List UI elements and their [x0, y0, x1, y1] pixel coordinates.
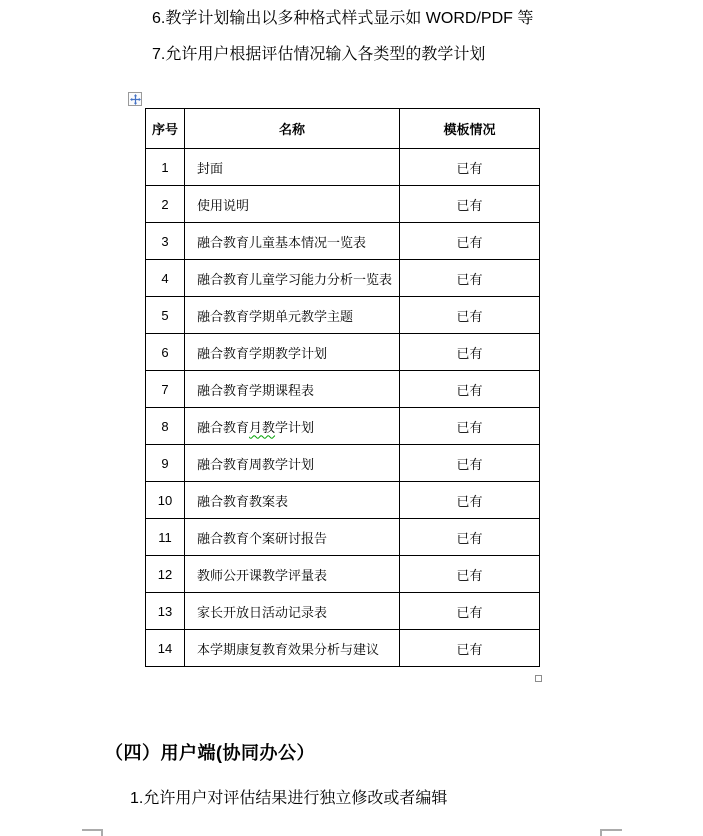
table-row — [146, 519, 540, 556]
table-row — [146, 482, 540, 519]
table-row — [146, 630, 540, 667]
table-row — [146, 556, 540, 593]
table-row — [146, 371, 540, 408]
row-status-cell[interactable]: 已有 — [400, 186, 540, 223]
header-cell-name[interactable]: 名称 — [185, 109, 400, 149]
text-boundary-mark-left — [82, 829, 103, 836]
paragraph-item-1[interactable]: 1.允许用户对评估结果进行独立修改或者编辑 — [130, 790, 448, 807]
table-header-row — [146, 109, 540, 149]
row-name-cell[interactable]: 教师公开课教学评量表 — [185, 556, 400, 593]
move-cross-icon — [130, 94, 141, 105]
table-row — [146, 186, 540, 223]
row-name-cell[interactable]: 融合教育个案研讨报告 — [185, 519, 400, 556]
row-name-cell[interactable]: 使用说明 — [185, 186, 400, 223]
row-number-cell[interactable]: 14 — [146, 630, 185, 667]
row-name-cell[interactable]: 融合教育儿童基本情况一览表 — [185, 223, 400, 260]
section-heading-4[interactable]: （四）用户端(协同办公） — [105, 743, 315, 763]
row-name-cell[interactable]: 融合教育学期单元教学主题 — [185, 297, 400, 334]
row-number-cell[interactable]: 2 — [146, 186, 185, 223]
row-name-cell[interactable]: 融合教育学期课程表 — [185, 371, 400, 408]
row-status-cell[interactable]: 已有 — [400, 223, 540, 260]
row-name-cell[interactable]: 本学期康复教育效果分析与建议 — [185, 630, 400, 667]
row-status-cell[interactable]: 已有 — [400, 630, 540, 667]
text-boundary-mark-right — [600, 829, 622, 836]
row-name-cell[interactable]: 融合教育儿童学习能力分析一览表 — [185, 260, 400, 297]
table-row — [146, 149, 540, 186]
table-resize-handle[interactable] — [535, 675, 542, 682]
row-number-cell[interactable]: 6 — [146, 334, 185, 371]
table-row — [146, 297, 540, 334]
row-number-cell[interactable]: 7 — [146, 371, 185, 408]
row-number-cell[interactable]: 10 — [146, 482, 185, 519]
row-status-cell[interactable]: 已有 — [400, 334, 540, 371]
row-name-cell[interactable]: 封面 — [185, 149, 400, 186]
paragraph-item-7[interactable]: 7.允许用户根据评估情况输入各类型的教学计划 — [152, 46, 486, 63]
row-name-cell[interactable]: 融合教育教案表 — [185, 482, 400, 519]
spellcheck-underline: 月教 — [249, 419, 276, 435]
paragraph-item-6[interactable]: 6.教学计划输出以多种格式样式显示如 WORD/PDF 等 — [152, 10, 534, 27]
table-row — [146, 593, 540, 630]
row-status-cell[interactable]: 已有 — [400, 482, 540, 519]
header-cell-number[interactable]: 序号 — [146, 109, 185, 149]
table-move-handle[interactable] — [128, 92, 142, 106]
row-name-cell[interactable]: 融合教育周教学计划 — [185, 445, 400, 482]
row-number-cell[interactable]: 3 — [146, 223, 185, 260]
header-cell-status[interactable]: 模板情况 — [400, 109, 540, 149]
row-number-cell[interactable]: 4 — [146, 260, 185, 297]
table-row — [146, 260, 540, 297]
row-number-cell[interactable]: 11 — [146, 519, 185, 556]
table-row — [146, 223, 540, 260]
row-status-cell[interactable]: 已有 — [400, 556, 540, 593]
template-table-body — [146, 149, 540, 667]
row-status-cell[interactable]: 已有 — [400, 297, 540, 334]
row-number-cell[interactable]: 1 — [146, 149, 185, 186]
row-status-cell[interactable]: 已有 — [400, 408, 540, 445]
row-name-cell[interactable]: 融合教育学期教学计划 — [185, 334, 400, 371]
row-number-cell[interactable]: 13 — [146, 593, 185, 630]
row-number-cell[interactable]: 5 — [146, 297, 185, 334]
row-status-cell[interactable]: 已有 — [400, 260, 540, 297]
row-status-cell[interactable]: 已有 — [400, 445, 540, 482]
row-status-cell[interactable]: 已有 — [400, 371, 540, 408]
row-name-cell[interactable]: 融合教育月教学计划 — [185, 408, 400, 445]
table-row — [146, 408, 540, 445]
row-name-cell[interactable]: 家长开放日活动记录表 — [185, 593, 400, 630]
template-status-table — [145, 108, 540, 667]
row-number-cell[interactable]: 12 — [146, 556, 185, 593]
row-number-cell[interactable]: 8 — [146, 408, 185, 445]
table-row — [146, 334, 540, 371]
row-status-cell[interactable]: 已有 — [400, 593, 540, 630]
row-status-cell[interactable]: 已有 — [400, 149, 540, 186]
row-number-cell[interactable]: 9 — [146, 445, 185, 482]
table-row — [146, 445, 540, 482]
row-status-cell[interactable]: 已有 — [400, 519, 540, 556]
